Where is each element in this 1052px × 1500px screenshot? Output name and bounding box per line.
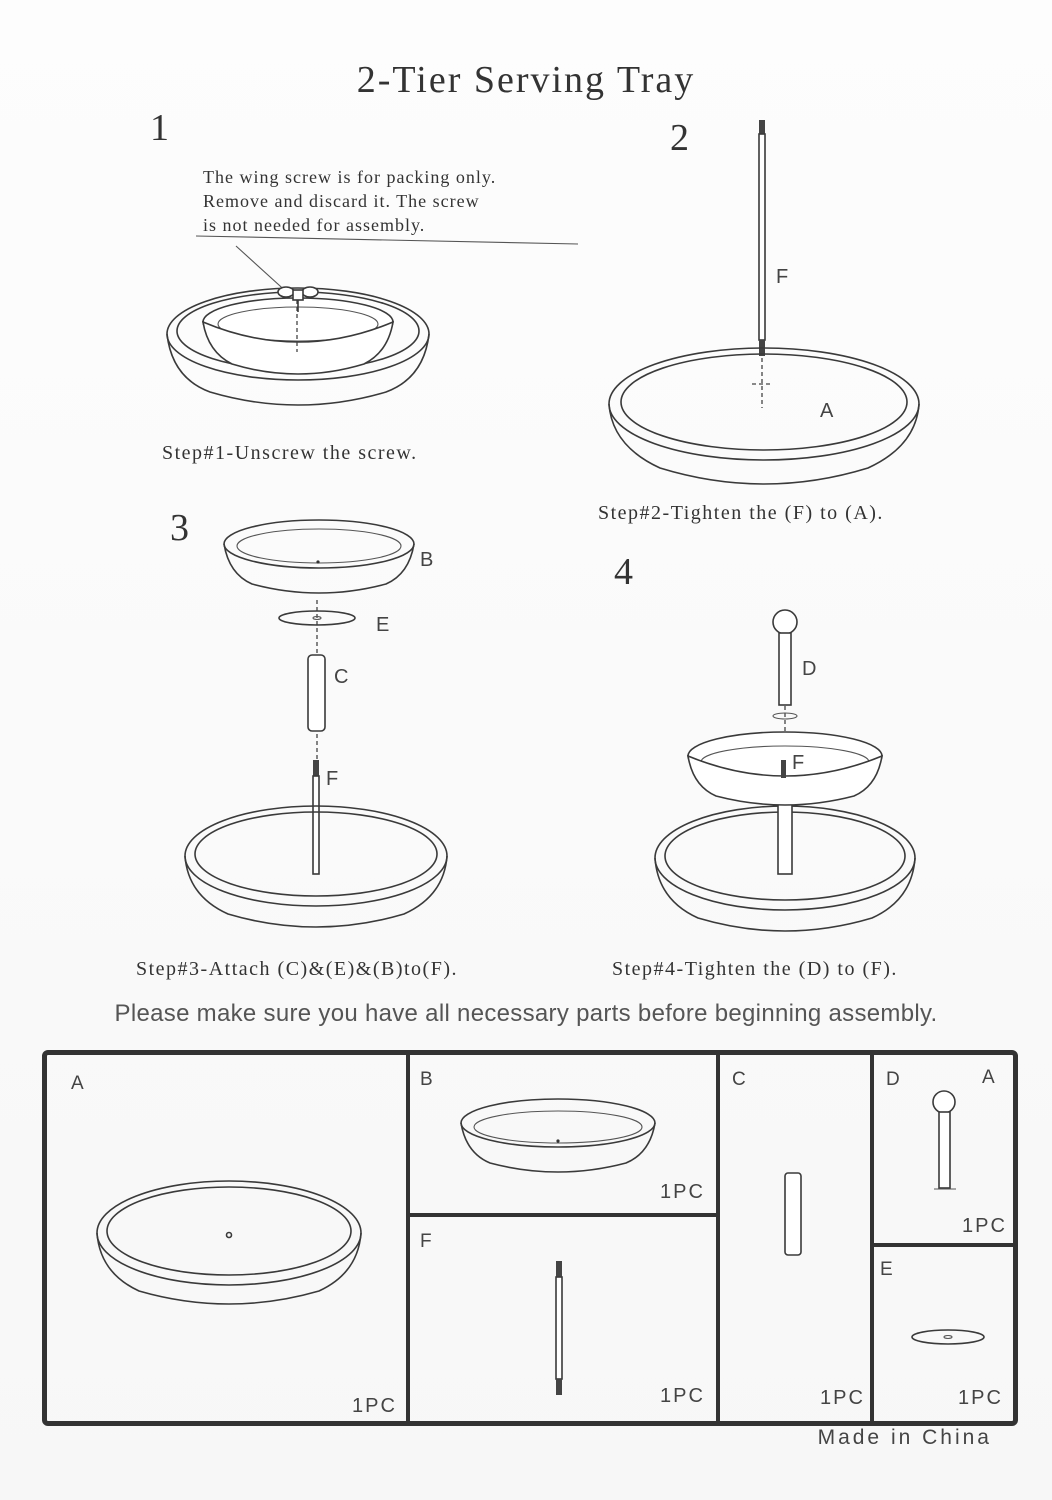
part-cell-c — [720, 1055, 874, 1421]
part-qty: 1PC — [660, 1385, 705, 1407]
step-3-label-washer: E — [376, 614, 390, 636]
step-4-label-rod: F — [792, 752, 805, 774]
step-3-label-tube: C — [334, 666, 349, 688]
large-tray-icon — [47, 1055, 407, 1421]
part-cell-e — [874, 1247, 1013, 1421]
step-3-caption: Step#3-Attach (C)&(E)&(B)to(F). — [136, 958, 458, 980]
page-title: 2-Tier Serving Tray — [356, 59, 696, 101]
part-letter: A — [71, 1073, 84, 1094]
step-3-label-rod: F — [326, 768, 339, 790]
made-in-label: Made in China — [817, 1426, 992, 1449]
part-qty: 1PC — [962, 1215, 1007, 1237]
tube-icon — [720, 1055, 870, 1421]
parts-check-warning: Please make sure you have all necessary parts before beginning assembly. — [114, 1000, 938, 1027]
step-2-label-rod: F — [776, 266, 789, 288]
part-cell-f — [410, 1217, 720, 1421]
step-4-label-knob: D — [802, 658, 817, 680]
part-cell-d — [874, 1055, 1013, 1247]
step-2-label-tray: A — [820, 400, 834, 422]
step-2-caption: Step#2-Tighten the (F) to (A). — [598, 502, 884, 524]
step-1-caption: Step#1-Unscrew the screw. — [162, 442, 418, 464]
step-4-number: 4 — [614, 551, 633, 593]
part-qty: 1PC — [352, 1395, 397, 1417]
packing-screw-note: The wing screw is for packing only. Remove and discard it. The screw is not needed for assembly. — [203, 167, 497, 235]
step-3-number: 3 — [170, 507, 189, 549]
part-cell-a — [47, 1055, 410, 1421]
part-letter: D — [886, 1069, 900, 1090]
part-cell-b — [410, 1055, 720, 1217]
part-extra-letter: A — [982, 1067, 995, 1088]
part-letter: C — [732, 1069, 746, 1090]
part-letter: E — [880, 1259, 893, 1280]
step-4-caption: Step#4-Tighten the (D) to (F). — [612, 958, 898, 980]
step-4-center-post-icon — [778, 800, 792, 874]
part-qty: 1PC — [958, 1387, 1003, 1409]
step-4-small-tray-icon — [688, 732, 882, 805]
step-3-label-top-tray: B — [420, 549, 434, 571]
part-letter: B — [420, 1069, 433, 1090]
part-letter: F — [420, 1231, 432, 1252]
step-1-number: 1 — [150, 107, 169, 149]
step-2-number: 2 — [670, 117, 689, 159]
part-qty: 1PC — [660, 1181, 705, 1203]
part-qty: 1PC — [820, 1387, 865, 1409]
parts-list — [42, 1050, 1018, 1426]
step-4-knob-post-icon — [773, 610, 797, 705]
